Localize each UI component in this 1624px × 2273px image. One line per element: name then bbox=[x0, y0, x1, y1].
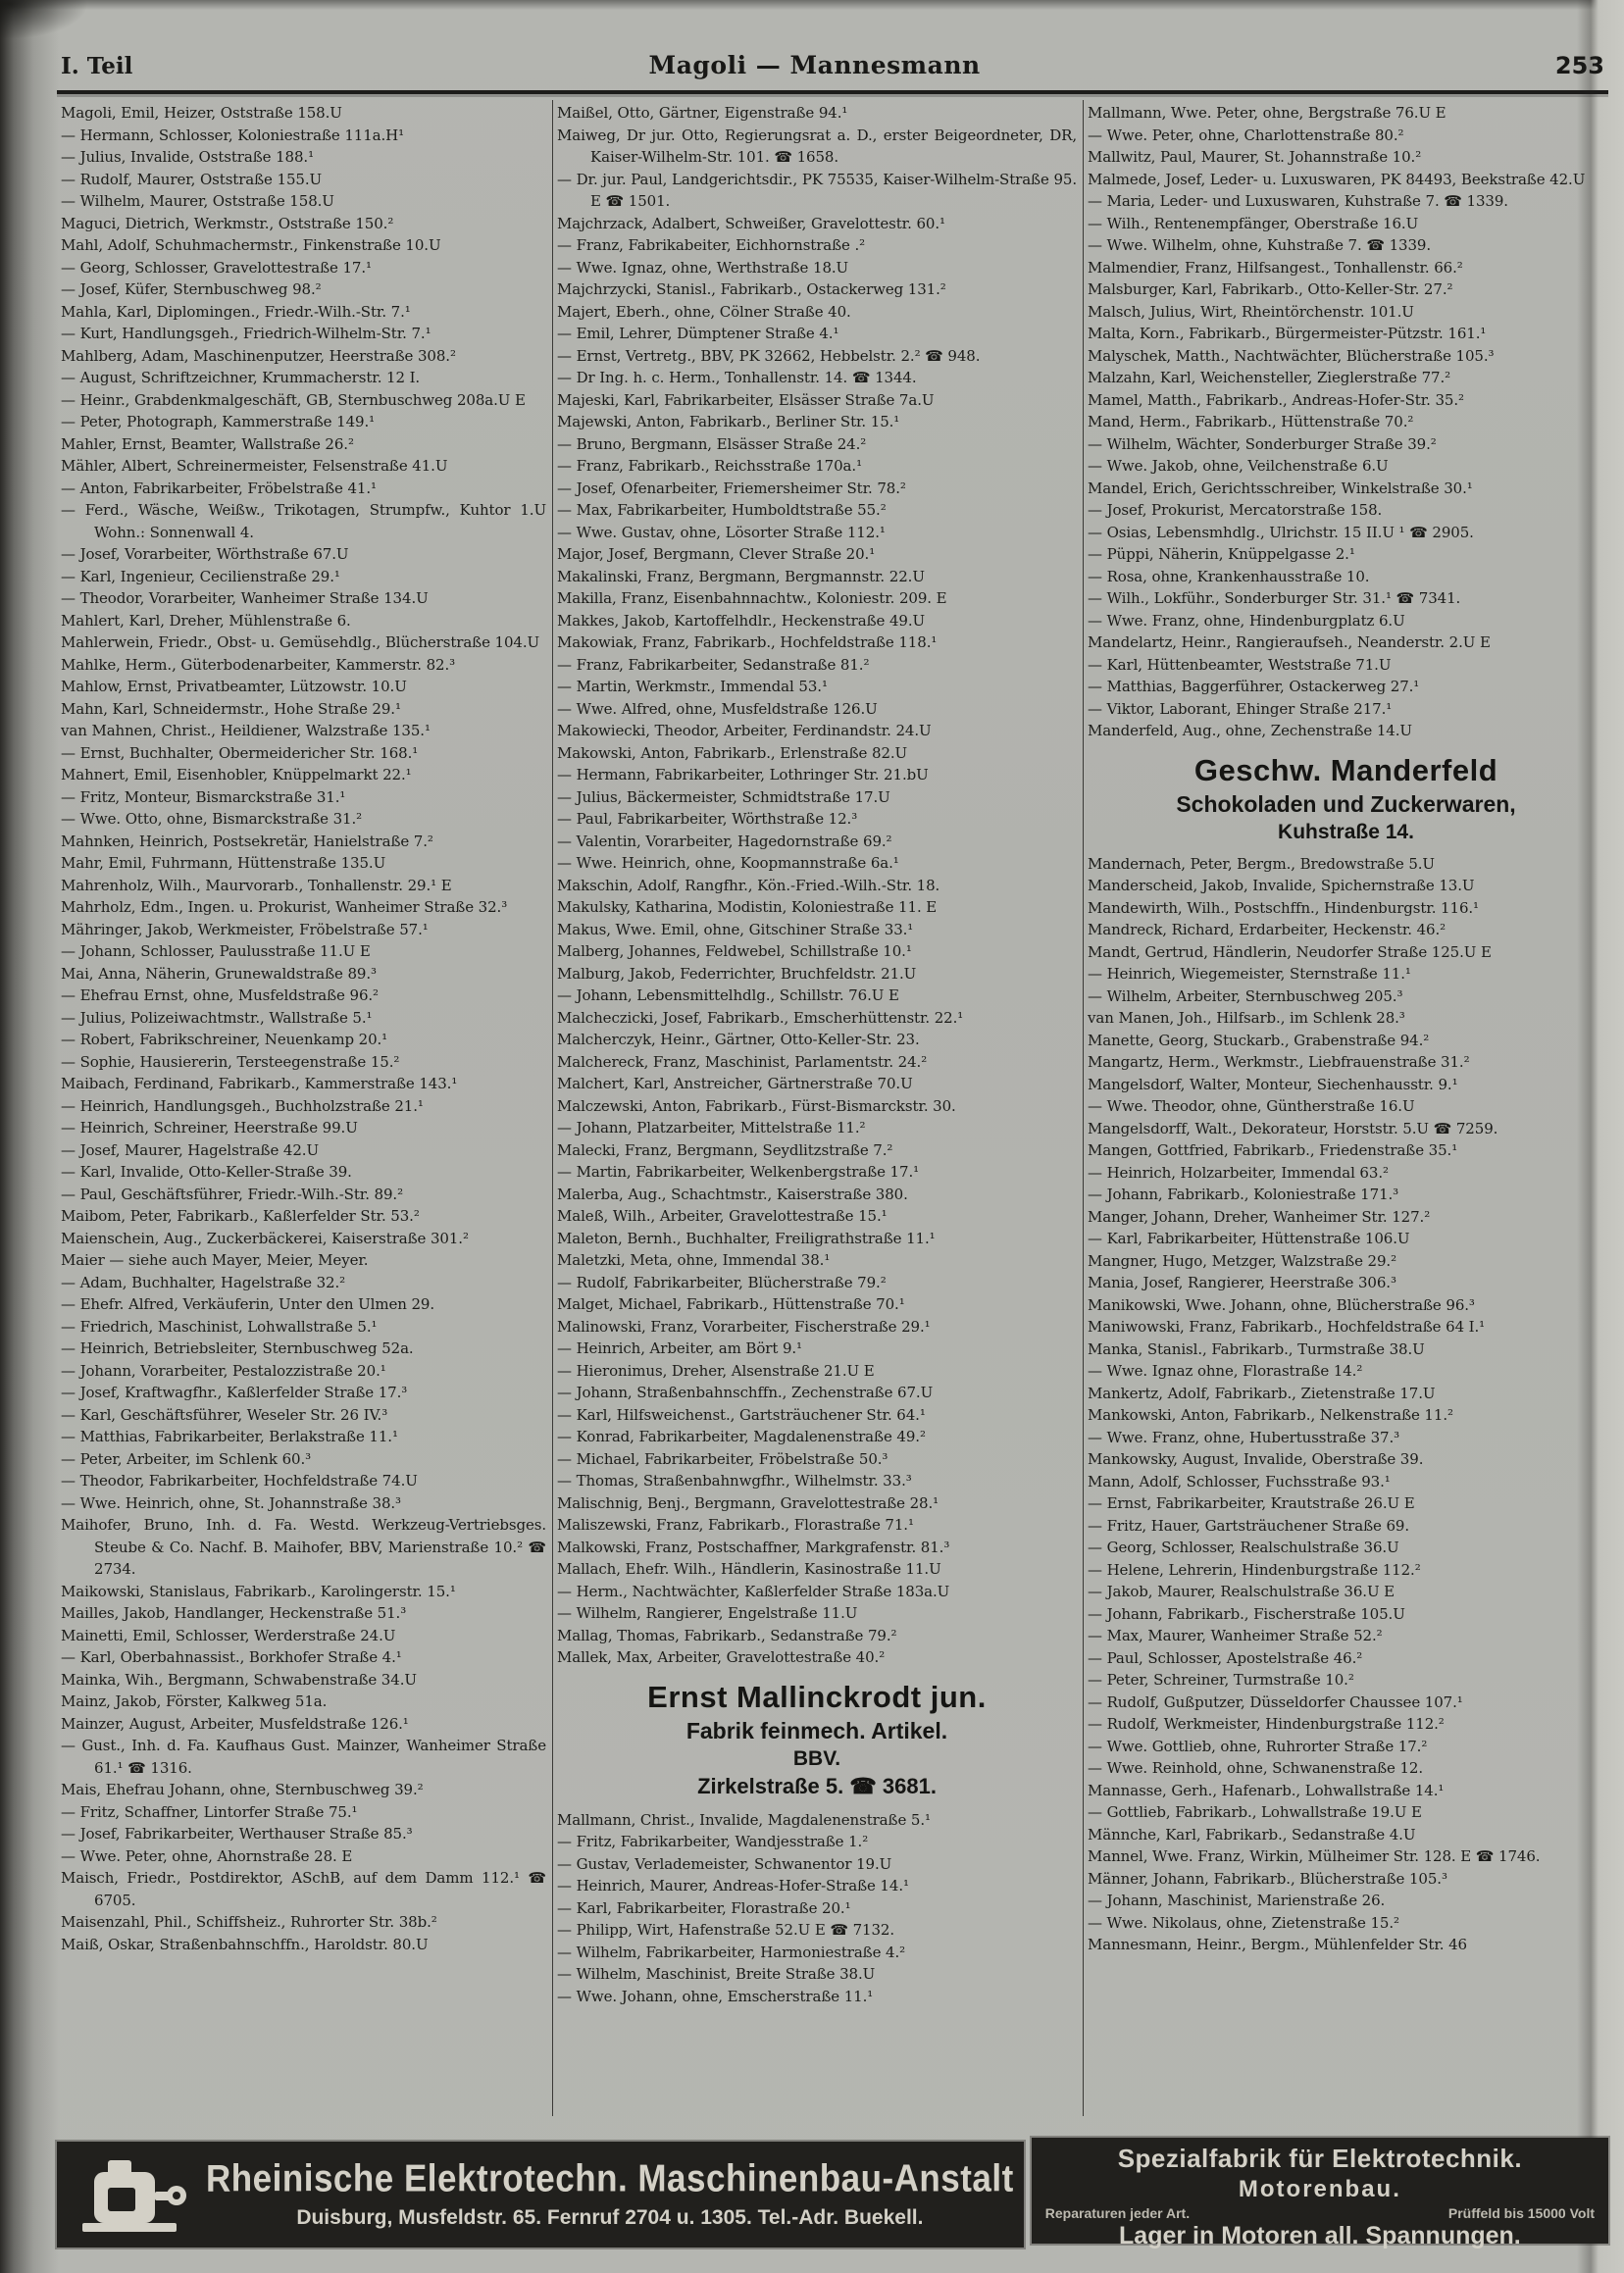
directory-entry: — Wwe. Gustav, ohne, Lösorter Straße 112.¹ bbox=[557, 523, 886, 541]
directory-entry: Makowiecki, Theodor, Arbeiter, Ferdinandstr. 24.U bbox=[557, 722, 932, 739]
directory-entry: Malmede, Josef, Leder- u. Luxuswaren, PK 84493, Beekstraße 42.U bbox=[1088, 170, 1586, 188]
ad-text: Kuhstraße 14. bbox=[1278, 820, 1414, 843]
directory-entry: — Josef, Vorarbeiter, Wörthstraße 67.U bbox=[61, 545, 349, 563]
directory-entry: — Bruno, Bergmann, Elsässer Straße 24.² bbox=[557, 434, 867, 453]
directory-entry: — Peter, Schreiner, Turmstraße 10.² bbox=[1088, 1671, 1354, 1689]
directory-entry: Mainzer, August, Arbeiter, Musfeldstraße 126.¹ bbox=[61, 1714, 409, 1733]
directory-entry: van Mahnen, Christ., Heildiener, Walzstraße 135.¹ bbox=[61, 722, 431, 739]
directory-entry: — Heinrich, Holzarbeiter, Immendal 63.² bbox=[1088, 1163, 1389, 1182]
directory-entry: Majchrzycki, Stanisl., Fabrikarb., Ostackerweg 131.² bbox=[557, 280, 946, 298]
directory-entry: — Martin, Werkmstr., Immendal 53.¹ bbox=[557, 678, 828, 695]
directory-entry: Malmendier, Franz, Hilfsangest., Tonhallenstr. 66.² bbox=[1088, 258, 1463, 277]
directory-entry: — Martin, Fabrikarbeiter, Welkenbergstraße 17.¹ bbox=[557, 1163, 920, 1181]
directory-entry: Mahlberg, Adam, Maschinenputzer, Heerstraße 308.² bbox=[61, 346, 456, 365]
directory-entry: Malberg, Johannes, Feldwebel, Schillstraße 10.¹ bbox=[557, 942, 912, 960]
directory-entry: — Karl, Oberbahnassist., Borkhofer Straße 4.¹ bbox=[61, 1648, 402, 1666]
directory-entry: Maleton, Bernh., Buchhalter, Freiligrathstraße 11.¹ bbox=[557, 1229, 936, 1247]
directory-entry: Mailles, Jakob, Handlanger, Heckenstraße 51.³ bbox=[61, 1604, 407, 1622]
directory-entry: — Wwe. Franz, ohne, Hindenburgplatz 6.U bbox=[1088, 611, 1405, 630]
directory-entry: — Johann, Lebensmittelhdlg., Schillstr. 76.U E bbox=[557, 986, 899, 1004]
directory-entry: — Josef, Fabrikarbeiter, Werthauser Straße 85.³ bbox=[61, 1825, 413, 1843]
banner-right-note-left: Reparaturen jeder Art. bbox=[1044, 2205, 1191, 2221]
directory-entry: Mais, Ehefrau Johann, ohne, Sternbuschweg 39.² bbox=[61, 1781, 424, 1798]
directory-entry: — Julius, Bäckermeister, Schmidtstraße 17.U bbox=[557, 787, 890, 806]
directory-entry: Makilla, Franz, Eisenbahnnachtw., Koloniestr. 209. E bbox=[557, 589, 947, 607]
directory-entry: — Viktor, Laborant, Ehinger Straße 217.¹ bbox=[1088, 699, 1393, 718]
directory-entry: Maleß, Wilh., Arbeiter, Gravelottestraße 15.¹ bbox=[557, 1207, 888, 1225]
directory-entry: Mangner, Hugo, Metzger, Walzstraße 29.² bbox=[1088, 1251, 1397, 1270]
directory-entry: Maisch, Friedr., Postdirektor, ASchB, auf dem Damm 112.¹ ☎ 6705. bbox=[61, 1869, 546, 1909]
directory-entry: — Georg, Schlosser, Realschulstraße 36.U bbox=[1088, 1539, 1399, 1556]
directory-entry: — Johann, Fabrikarb., Fischerstraße 105.U bbox=[1088, 1604, 1405, 1623]
directory-entry: van Manen, Joh., Hilfsarb., im Schlenk 28.³ bbox=[1088, 1009, 1405, 1027]
electric-motor-icon bbox=[75, 2152, 192, 2237]
directory-entry: Mand, Herm., Fabrikarb., Hüttenstraße 70.² bbox=[1088, 413, 1414, 430]
directory-entry: — Wilh., Rentenempfänger, Oberstraße 16.U bbox=[1088, 214, 1419, 232]
directory-entry: Makschin, Adolf, Rangfhr., Kön.-Fried.-Wilh.-Str. 18. bbox=[557, 876, 940, 894]
directory-entry: — Karl, Hilfsweichenst., Gartsträuchener Str. 64.¹ bbox=[557, 1405, 926, 1424]
directory-entry: — Peter, Photograph, Kammerstraße 149.¹ bbox=[61, 413, 376, 430]
directory-entry: — Franz, Fabrikarb., Reichsstraße 170a.¹ bbox=[557, 457, 862, 475]
directory-entry: — Franz, Fabrikabeiter, Eichhornstraße .² bbox=[557, 236, 866, 254]
directory-entry: — Johann, Fabrikarb., Koloniestraße 171.³ bbox=[1088, 1186, 1399, 1203]
directory-entry: Mandernach, Peter, Bergm., Bredowstraße 5.U bbox=[1088, 854, 1435, 873]
directory-entry: — Rudolf, Maurer, Oststraße 155.U bbox=[61, 170, 323, 188]
directory-entry: — Karl, Invalide, Otto-Keller-Straße 39. bbox=[61, 1163, 352, 1181]
directory-entry: Mahlow, Ernst, Privatbeamter, Lützowstr. 10.U bbox=[61, 678, 407, 695]
directory-entry: — Paul, Schlosser, Apostelstraße 46.² bbox=[1088, 1648, 1363, 1667]
directory-entry: Maiß, Oskar, Straßenbahnschffn., Haroldstr. 80.U bbox=[61, 1935, 429, 1953]
directory-entry: — Wilhelm, Rangierer, Engelstraße 11.U bbox=[557, 1604, 858, 1622]
directory-entry: Malzahn, Karl, Weichensteller, Zieglerstraße 77.² bbox=[1088, 369, 1451, 386]
directory-entry: Mallag, Thomas, Fabrikarb., Sedanstraße 79.² bbox=[557, 1626, 897, 1644]
directory-entry: — Helene, Lehrerin, Hindenburgstraße 112.² bbox=[1088, 1560, 1421, 1579]
directory-entry: Maiweg, Dr jur. Otto, Regierungsrat a. D., erster Beigeordneter, DR, Kaiser-Wilhelm-Str. 101. ☎ 1658. bbox=[557, 126, 1077, 166]
directory-entry: — Anton, Fabrikarbeiter, Fröbelstraße 41.¹ bbox=[61, 479, 377, 497]
directory-entry: Malecki, Franz, Bergmann, Seydlitzstraße 7.² bbox=[557, 1140, 893, 1159]
directory-entry: Mankowski, Anton, Fabrikarb., Nelkenstraße 11.² bbox=[1088, 1406, 1453, 1424]
directory-columns bbox=[57, 100, 1610, 2116]
directory-entry: Malinowski, Franz, Vorarbeiter, Fischerstraße 29.¹ bbox=[557, 1317, 931, 1336]
directory-entry: — Ernst, Vertretg., BBV, PK 32662, Hebbelstr. 2.² ☎ 948. bbox=[557, 346, 981, 365]
directory-entry: Makowiak, Franz, Fabrikarb., Hochfeldstraße 118.¹ bbox=[557, 633, 938, 651]
directory-entry: — Wilhelm, Maschinist, Breite Straße 38.U bbox=[557, 1965, 876, 1983]
directory-entry: — Wwe. Wilhelm, ohne, Kuhstraße 7. ☎ 1339. bbox=[1088, 236, 1432, 254]
directory-entry: — Johann, Schlosser, Paulusstraße 11.U E bbox=[61, 942, 371, 960]
directory-entry: — Josef, Küfer, Sternbuschweg 98.² bbox=[61, 280, 322, 298]
banner-left-title: Rheinische Elektrotechn. Maschinenbau-Anstalt bbox=[206, 2156, 1014, 2200]
directory-entry: Malcheczicki, Josef, Fabrikarb., Emscherhüttenstr. 22.¹ bbox=[557, 1008, 964, 1027]
directory-entry: — Julius, Polizeiwachtmstr., Wallstraße 5.¹ bbox=[61, 1008, 373, 1027]
directory-entry: — Rudolf, Fabrikarbeiter, Blücherstraße 79.² bbox=[557, 1273, 887, 1291]
directory-entry: — Karl, Ingenieur, Cecilienstraße 29.¹ bbox=[61, 567, 340, 585]
mallinckrodt-ad bbox=[557, 1669, 1077, 1809]
directory-entry: — Michael, Fabrikarbeiter, Fröbelstraße 50.³ bbox=[557, 1449, 888, 1468]
directory-entry: Mankertz, Adolf, Fabrikarb., Zietenstraße 17.U bbox=[1088, 1384, 1436, 1402]
directory-entry: — Heinrich, Wiegemeister, Sternstraße 11.¹ bbox=[1088, 965, 1411, 983]
directory-entry: — Wwe. Gottlieb, ohne, Ruhrorter Straße 17.² bbox=[1088, 1737, 1428, 1755]
directory-entry: Malget, Michael, Fabrikarb., Hüttenstraße 70.¹ bbox=[557, 1295, 905, 1313]
directory-entry: Majeski, Karl, Fabrikarbeiter, Elsässer Straße 7a.U bbox=[557, 390, 935, 409]
directory-entry: Mainz, Jakob, Förster, Kalkweg 51a. bbox=[61, 1692, 328, 1710]
directory-entry: Mahnken, Heinrich, Postsekretär, Hanielstraße 7.² bbox=[61, 832, 433, 850]
directory-entry: — Dr. jur. Paul, Landgerichtsdir., PK 75535, Kaiser-Wilhelm-Straße 95. E ☎ 1501. bbox=[557, 170, 1077, 210]
directory-entry: — Ferd., Wäsche, Weißw., Trikotagen, Strumpfw., Kuhtor 1.U Wohn.: Sonnenwall 4. bbox=[61, 501, 546, 541]
column-3 bbox=[1084, 100, 1610, 2116]
directory-entry: — Fritz, Hauer, Gartsträuchener Straße 69. bbox=[1088, 1516, 1410, 1535]
directory-entry: — Robert, Fabrikschreiner, Neuenkamp 20.¹ bbox=[61, 1031, 388, 1048]
directory-entry: — Philipp, Wirt, Hafenstraße 52.U E ☎ 7132. bbox=[557, 1921, 895, 1939]
directory-entry: — Wwe. Reinhold, ohne, Schwanenstraße 12. bbox=[1088, 1759, 1424, 1777]
directory-entry: — Rudolf, Werkmeister, Hindenburgstraße 112.² bbox=[1088, 1715, 1445, 1733]
directory-entry: — Maria, Leder- und Luxuswaren, Kuhstraße 7. ☎ 1339. bbox=[1088, 192, 1508, 210]
directory-entry: Malczewski, Anton, Fabrikarb., Fürst-Bismarckstr. 30. bbox=[557, 1096, 956, 1115]
directory-entry: Malerba, Aug., Schachtmstr., Kaiserstraße 380. bbox=[557, 1185, 908, 1203]
banner-left-subtitle: Duisburg, Musfeldstr. 65. Fernruf 2704 u. 1305. Tel.-Adr. Buekell. bbox=[296, 2206, 924, 2229]
directory-entry: Malchert, Karl, Anstreicher, Gärtnerstraße 70.U bbox=[557, 1075, 913, 1092]
directory-entry: — Heinrich, Handlungsgeh., Buchholzstraße 21.¹ bbox=[61, 1096, 424, 1115]
directory-entry: Magoli, Emil, Heizer, Oststraße 158.U bbox=[61, 104, 342, 122]
directory-entry: Maletzki, Meta, ohne, Immendal 38.¹ bbox=[557, 1251, 831, 1269]
directory-entry: — Ernst, Buchhalter, Obermeidericher Str. 168.¹ bbox=[61, 743, 419, 762]
directory-entry: — Rosa, ohne, Krankenhausstraße 10. bbox=[1088, 567, 1370, 585]
directory-entry: Mangelsdorff, Walt., Dekorateur, Horststr. 5.U ☎ 7259. bbox=[1088, 1119, 1498, 1137]
directory-entry: Mahlerwein, Friedr., Obst- u. Gemüsehdlg., Blücherstraße 104.U bbox=[61, 633, 540, 651]
directory-entry: Maihofer, Bruno, Inh. d. Fa. Westd. Werkzeug-Vertriebsges. Steube & Co. Nachf. B. Maihofer, BBV, Marienstraße 10.² ☎ 2734. bbox=[61, 1516, 546, 1578]
directory-entry: — Johann, Vorarbeiter, Pestalozzistraße 20.¹ bbox=[61, 1361, 386, 1380]
banner-right-note-right: Prüffeld bis 15000 Volt bbox=[1447, 2205, 1595, 2221]
directory-entry: — Paul, Fabrikarbeiter, Wörthstraße 12.³ bbox=[557, 810, 858, 828]
directory-entry: — Wwe. Otto, ohne, Bismarckstraße 31.² bbox=[61, 810, 363, 828]
directory-entry: Mähler, Albert, Schreinermeister, Felsenstraße 41.U bbox=[61, 457, 448, 475]
directory-entry: Malburg, Jakob, Federrichter, Bruchfeldstr. 21.U bbox=[557, 964, 917, 983]
directory-entry: — Dr Ing. h. c. Herm., Tonhallenstr. 14. ☎ 1344. bbox=[557, 369, 917, 386]
directory-entry: Mähringer, Jakob, Werkmeister, Fröbelstraße 57.¹ bbox=[61, 920, 429, 938]
directory-entry: Männche, Karl, Fabrikarb., Sedanstraße 4.U bbox=[1088, 1825, 1416, 1844]
directory-entry: Mai, Anna, Näherin, Grunewaldstraße 89.³ bbox=[61, 964, 377, 983]
directory-entry: Maier — siehe auch Mayer, Meier, Meyer. bbox=[61, 1251, 369, 1269]
directory-entry: — Wilhelm, Fabrikarbeiter, Harmoniestraße 4.² bbox=[557, 1943, 906, 1961]
directory-entry: Makkes, Jakob, Kartoffelhdlr., Heckenstraße 49.U bbox=[557, 611, 926, 630]
directory-entry: — Wwe. Johann, ohne, Emscherstraße 11.¹ bbox=[557, 1987, 874, 2005]
directory-entry: — Fritz, Monteur, Bismarckstraße 31.¹ bbox=[61, 787, 346, 806]
directory-entry: — Karl, Fabrikarbeiter, Florastraße 20.¹ bbox=[557, 1898, 851, 1917]
directory-entry: — Johann, Maschinist, Marienstraße 26. bbox=[1088, 1892, 1386, 1909]
directory-entry: Mankowsky, August, Invalide, Oberstraße 39. bbox=[1088, 1450, 1424, 1468]
directory-entry: — Jakob, Maurer, Realschulstraße 36.U E bbox=[1088, 1583, 1395, 1600]
ad-text: Geschw. Manderfeld bbox=[1193, 752, 1498, 787]
directory-entry: — Adam, Buchhalter, Hagelstraße 32.² bbox=[61, 1273, 346, 1291]
column-2 bbox=[552, 100, 1084, 2116]
directory-entry: Mania, Josef, Rangierer, Heerstraße 306.³ bbox=[1088, 1274, 1396, 1291]
directory-entry: Maisenzahl, Phil., Schiffsheiz., Ruhrorter Str. 38b.² bbox=[61, 1913, 437, 1931]
directory-entry: Mahlert, Karl, Dreher, Mühlenstraße 6. bbox=[61, 611, 351, 630]
directory-entry: — Gustav, Verlademeister, Schwanentor 19.U bbox=[557, 1854, 892, 1873]
directory-entry: — Matthias, Fabrikarbeiter, Berlakstraße 11.¹ bbox=[61, 1428, 398, 1445]
directory-entry: — Ernst, Fabrikarbeiter, Krautstraße 26.U E bbox=[1088, 1494, 1415, 1512]
directory-entry: — Wwe. Heinrich, ohne, St. Johannstraße 38.³ bbox=[61, 1493, 401, 1512]
directory-entry: Manikowski, Wwe. Johann, ohne, Blücherstraße 96.³ bbox=[1088, 1295, 1475, 1314]
directory-entry: Majewski, Anton, Fabrikarb., Berliner Str. 15.¹ bbox=[557, 413, 900, 430]
directory-entry: — Wwe. Alfred, ohne, Musfeldstraße 126.U bbox=[557, 699, 878, 718]
directory-entry: Mannasse, Gerh., Hafenarb., Lohwallstraße 14.¹ bbox=[1088, 1781, 1445, 1799]
directory-entry: Mangen, Gottfried, Fabrikarb., Friedenstraße 35.¹ bbox=[1088, 1141, 1458, 1159]
directory-entry: Mahrenholz, Wilh., Maurvorarb., Tonhallenstr. 29.¹ E bbox=[61, 876, 452, 894]
directory-entry: Maibom, Peter, Fabrikarb., Kaßlerfelder Str. 53.² bbox=[61, 1207, 420, 1225]
directory-entry: — Emil, Lehrer, Dümptener Straße 4.¹ bbox=[557, 325, 839, 342]
directory-entry: — Kurt, Handlungsgeh., Friedrich-Wilhelm-Str. 7.¹ bbox=[61, 325, 431, 342]
directory-entry: Malyschek, Matth., Nachtwächter, Blücherstraße 105.³ bbox=[1088, 346, 1495, 365]
directory-entry: — Wilh., Lokführ., Sonderburger Str. 31.¹ ☎ 7341. bbox=[1088, 589, 1461, 607]
directory-entry: — Wwe. Peter, ohne, Ahornstraße 28. E bbox=[61, 1846, 353, 1865]
directory-entry: — Paul, Geschäftsführer, Friedr.-Wilh.-Str. 89.² bbox=[61, 1185, 404, 1203]
directory-entry: — Heinrich, Betriebsleiter, Sternbuschweg 52a. bbox=[61, 1339, 414, 1357]
ad-text: Fabrik feinmech. Artikel. bbox=[685, 1717, 948, 1743]
banner-left-ad bbox=[57, 2142, 1024, 2248]
directory-entry: — Fritz, Fabrikarbeiter, Wandjesstraße 1.² bbox=[557, 1833, 869, 1850]
directory-entry: Mahr, Emil, Fuhrmann, Hüttenstraße 135.U bbox=[61, 854, 386, 872]
banner-right-line2: Motorenbau. bbox=[1238, 2176, 1401, 2202]
directory-entry: Malta, Korn., Fabrikarb., Bürgermeister-Pützstr. 161.¹ bbox=[1088, 325, 1487, 342]
manderfeld-ad bbox=[1088, 742, 1604, 853]
banner-right-title: Spezialfabrik für Elektrotechnik. bbox=[1117, 2144, 1523, 2173]
directory-entry: Maikowski, Stanislaus, Fabrikarb., Karolingerstr. 15.¹ bbox=[61, 1582, 456, 1600]
directory-entry: — Karl, Fabrikarbeiter, Hüttenstraße 106.U bbox=[1088, 1230, 1410, 1247]
directory-entry: — Wilhelm, Wächter, Sonderburger Straße 39.² bbox=[1088, 434, 1437, 453]
directory-entry: — Josef, Maurer, Hagelstraße 42.U bbox=[61, 1140, 320, 1159]
directory-entry: Männer, Johann, Fabrikarb., Blücherstraße 105.³ bbox=[1088, 1869, 1447, 1888]
directory-entry: Manger, Johann, Dreher, Wanheimer Str. 127.² bbox=[1088, 1207, 1431, 1226]
directory-entry: Mannesmann, Heinr., Bergm., Mühlenfelder Str. 46 bbox=[1088, 1936, 1467, 1953]
directory-entry: Malsch, Julius, Wirt, Rheintörchenstr. 101.U bbox=[1088, 302, 1414, 321]
page-title: Magoli — Mannesmann bbox=[648, 51, 981, 79]
directory-entry: Mandelartz, Heinr., Rangieraufseh., Neanderstr. 2.U E bbox=[1088, 633, 1491, 651]
directory-entry: — Theodor, Vorarbeiter, Wanheimer Straße 134.U bbox=[61, 589, 429, 607]
scan-smudge bbox=[0, 0, 88, 39]
ad-text: Zirkelstraße 5. ☎ 3681. bbox=[697, 1773, 937, 1798]
directory-entry: Mallmann, Christ., Invalide, Magdalenenstraße 5.¹ bbox=[557, 1810, 931, 1829]
directory-entry: — Wwe. Nikolaus, ohne, Zietenstraße 15.² bbox=[1088, 1913, 1399, 1932]
directory-entry: — Matthias, Baggerführer, Ostackerweg 27.¹ bbox=[1088, 678, 1420, 695]
directory-entry: Mainetti, Emil, Schlosser, Werderstraße 24.U bbox=[61, 1626, 396, 1644]
directory-entry: — Karl, Hüttenbeamter, Weststraße 71.U bbox=[1088, 655, 1392, 674]
directory-entry: — Franz, Fabrikarbeiter, Sedanstraße 81.² bbox=[557, 655, 870, 674]
directory-entry: Manette, Georg, Stuckarb., Grabenstraße 94.² bbox=[1088, 1031, 1430, 1049]
directory-entry: Mahnert, Emil, Eisenhobler, Knüppelmarkt 22.¹ bbox=[61, 766, 412, 783]
directory-entry: — Heinrich, Arbeiter, am Bört 9.¹ bbox=[557, 1339, 802, 1357]
directory-entry: — Theodor, Fabrikarbeiter, Hochfeldstraße 74.U bbox=[61, 1472, 418, 1490]
directory-entry: Mandel, Erich, Gerichtsschreiber, Winkelstraße 30.¹ bbox=[1088, 479, 1473, 497]
directory-entry: — Wwe. Heinrich, ohne, Koopmannstraße 6a.¹ bbox=[557, 854, 899, 872]
directory-entry: — Thomas, Straßenbahnwgfhr., Wilhelmstr. 33.³ bbox=[557, 1472, 912, 1490]
directory-entry: — Heinr., Grabdenkmalgeschäft, GB, Sternbuschweg 208a.U E bbox=[61, 390, 526, 409]
directory-entry: — Herm., Nachtwächter, Kaßlerfelder Straße 183a.U bbox=[557, 1582, 950, 1600]
directory-entry: — Josef, Kraftwagfhr., Kaßlerfelder Straße 17.³ bbox=[61, 1384, 408, 1401]
directory-entry: — Konrad, Fabrikarbeiter, Magdalenenstraße 49.² bbox=[557, 1428, 926, 1445]
directory-entry: Manderfeld, Aug., ohne, Zechenstraße 14.U bbox=[1088, 722, 1412, 739]
directory-entry: Malcherczyk, Heinr., Gärtner, Otto-Keller-Str. 23. bbox=[557, 1031, 920, 1048]
directory-entry: — Wwe. Ignaz ohne, Florastraße 14.² bbox=[1088, 1362, 1363, 1380]
directory-entry: — Sophie, Hausiererin, Tersteegenstraße 15.² bbox=[61, 1052, 400, 1071]
ad-text: Schokoladen und Zuckerwaren, bbox=[1176, 790, 1516, 817]
directory-entry: — Gottlieb, Fabrikarb., Lohwallstraße 19.U E bbox=[1088, 1803, 1422, 1821]
directory-entry: Mannel, Wwe. Franz, Wirkin, Mülheimer Str. 128. E ☎ 1746. bbox=[1088, 1847, 1541, 1865]
directory-entry: Mangelsdorf, Walter, Monteur, Siechenhausstr. 9.¹ bbox=[1088, 1075, 1458, 1093]
directory-entry: Maliszewski, Franz, Fabrikarb., Florastraße 71.¹ bbox=[557, 1516, 914, 1534]
directory-entry: Mahlke, Herm., Güterbodenarbeiter, Kammerstr. 82.³ bbox=[61, 655, 456, 674]
directory-entry: — Friedrich, Maschinist, Lohwallstraße 5.¹ bbox=[61, 1317, 378, 1336]
directory-entry: — Osias, Lebensmhdlg., Ulrichstr. 15 II.U ¹ ☎ 2905. bbox=[1088, 523, 1474, 541]
directory-entry: Manka, Stanisl., Fabrikarb., Turmstraße 38.U bbox=[1088, 1339, 1425, 1358]
directory-entry: Mahla, Karl, Diplomingen., Friedr.-Wilh.-Str. 7.¹ bbox=[61, 302, 411, 321]
directory-entry: Malsburger, Karl, Fabrikarb., Otto-Keller-Str. 27.² bbox=[1088, 280, 1453, 298]
directory-entry: — Peter, Arbeiter, im Schlenk 60.³ bbox=[61, 1449, 312, 1468]
ad-text: BBV. bbox=[792, 1746, 841, 1770]
directory-entry: Mallach, Ehefr. Wilh., Händlerin, Kasinostraße 11.U bbox=[557, 1560, 941, 1578]
directory-entry: Maguci, Dietrich, Werkmstr., Oststraße 150.² bbox=[61, 214, 394, 232]
directory-entry: — Heinrich, Schreiner, Heerstraße 99.U bbox=[61, 1119, 358, 1136]
directory-entry: — Georg, Schlosser, Gravelottestraße 17.¹ bbox=[61, 258, 372, 277]
directory-entry: Mahl, Adolf, Schuhmachermstr., Finkenstraße 10.U bbox=[61, 236, 441, 254]
directory-entry: Mahler, Ernst, Beamter, Wallstraße 26.² bbox=[61, 434, 354, 453]
directory-entry: Majert, Eberh., ohne, Cölner Straße 40. bbox=[557, 302, 851, 321]
part-label: I. Teil bbox=[61, 53, 133, 79]
page-number: 253 bbox=[1554, 52, 1604, 79]
directory-entry: — Wwe. Ignaz, ohne, Werthstraße 18.U bbox=[557, 258, 849, 277]
directory-entry: — Heinrich, Maurer, Andreas-Hofer-Straße 14.¹ bbox=[557, 1877, 909, 1894]
directory-entry: — Max, Fabrikarbeiter, Humboldtstraße 55.² bbox=[557, 501, 887, 519]
directory-entry: — Rudolf, Gußputzer, Düsseldorfer Chaussee 107.¹ bbox=[1088, 1692, 1463, 1711]
directory-entry: Malchereck, Franz, Maschinist, Parlamentstr. 24.² bbox=[557, 1052, 928, 1071]
directory-entry: Makulsky, Katharina, Modistin, Koloniestraße 11. E bbox=[557, 898, 938, 916]
directory-entry: Maniwowski, Franz, Fabrikarb., Hochfeldstraße 64 I.¹ bbox=[1088, 1318, 1486, 1336]
directory-entry: Mandreck, Richard, Erdarbeiter, Heckenstr. 46.² bbox=[1088, 921, 1446, 938]
directory-entry: — Ehefrau Ernst, ohne, Musfeldstraße 96.² bbox=[61, 986, 379, 1004]
directory-entry: Mamel, Matth., Fabrikarb., Andreas-Hofer-Str. 35.² bbox=[1088, 390, 1464, 409]
directory-entry: — Püppi, Näherin, Knüppelgasse 2.¹ bbox=[1088, 545, 1355, 563]
directory-entry: Mahn, Karl, Schneidermstr., Hohe Straße 29.¹ bbox=[61, 699, 401, 718]
directory-entry: — Wwe. Jakob, ohne, Veilchenstraße 6.U bbox=[1088, 457, 1389, 475]
directory-entry: Mallek, Max, Arbeiter, Gravelottestraße 40.² bbox=[557, 1648, 886, 1666]
ad-text: Ernst Mallinckrodt jun. bbox=[647, 1679, 987, 1714]
directory-entry: — Wwe. Peter, ohne, Charlottenstraße 80.² bbox=[1088, 126, 1404, 144]
directory-entry: — Ehefr. Alfred, Verkäuferin, Unter den Ulmen 29. bbox=[61, 1295, 434, 1313]
directory-entry: — Gust., Inh. d. Fa. Kaufhaus Gust. Mainzer, Wanheimer Straße 61.¹ ☎ 1316. bbox=[61, 1737, 546, 1777]
directory-entry: — Wwe. Franz, ohne, Hubertusstraße 37.³ bbox=[1088, 1428, 1400, 1446]
directory-entry: — Fritz, Schaffner, Lintorfer Straße 75.¹ bbox=[61, 1802, 358, 1821]
directory-entry: Mandt, Gertrud, Händlerin, Neudorfer Straße 125.U E bbox=[1088, 942, 1492, 961]
column-1 bbox=[57, 100, 552, 2116]
directory-entry: Malkowski, Franz, Postschaffner, Markgrafenstr. 81.³ bbox=[557, 1538, 950, 1556]
page-header bbox=[61, 51, 1604, 84]
directory-entry: — Hieronimus, Dreher, Alsenstraße 21.U E bbox=[557, 1361, 875, 1380]
directory-entry: Mangartz, Herm., Werkmstr., Liebfrauenstraße 31.² bbox=[1088, 1053, 1470, 1071]
directory-entry: Maienschein, Aug., Zuckerbäckerei, Kaiserstraße 301.² bbox=[61, 1229, 469, 1247]
directory-entry: Mahrholz, Edm., Ingen. u. Prokurist, Wanheimer Straße 32.³ bbox=[61, 898, 508, 916]
directory-entry: — Hermann, Fabrikarbeiter, Lothringer Str. 21.bU bbox=[557, 766, 929, 783]
directory-entry: Makowski, Anton, Fabrikarb., Erlenstraße 82.U bbox=[557, 743, 908, 762]
directory-entry: — Karl, Geschäftsführer, Weseler Str. 26 IV.³ bbox=[61, 1405, 388, 1424]
directory-entry: — Wwe. Theodor, ohne, Güntherstraße 16.U bbox=[1088, 1097, 1415, 1115]
directory-entry: Mallwitz, Paul, Maurer, St. Johannstraße 10.² bbox=[1088, 148, 1422, 166]
directory-entry: Major, Josef, Bergmann, Clever Straße 20.¹ bbox=[557, 545, 876, 563]
directory-entry: Majchrzack, Adalbert, Schweißer, Gravelottestr. 60.¹ bbox=[557, 214, 945, 232]
directory-entry: — Josef, Ofenarbeiter, Friemersheimer Str. 78.² bbox=[557, 479, 906, 497]
directory-entry: Mainka, Wih., Bergmann, Schwabenstraße 34.U bbox=[61, 1670, 417, 1689]
directory-entry: — Wilhelm, Maurer, Oststraße 158.U bbox=[61, 192, 334, 210]
directory-entry: Makalinski, Franz, Bergmann, Bergmannstr. 22.U bbox=[557, 567, 925, 585]
directory-entry: — August, Schriftzeichner, Krummacherstr. 12 I. bbox=[61, 369, 421, 386]
directory-entry: Malischnig, Benj., Bergmann, Gravelottestraße 28.¹ bbox=[557, 1493, 939, 1512]
directory-entry: — Hermann, Schlosser, Koloniestraße 111a.H¹ bbox=[61, 126, 405, 144]
directory-entry: Maißel, Otto, Gärtner, Eigenstraße 94.¹ bbox=[557, 104, 848, 122]
bottom-ad-banner bbox=[57, 2142, 1608, 2248]
banner-right-line4: Lager in Motoren all. Spannungen. bbox=[1119, 2222, 1521, 2249]
directory-entry: Mallmann, Wwe. Peter, ohne, Bergstraße 76.U E bbox=[1088, 104, 1446, 122]
directory-entry: — Johann, Platzarbeiter, Mittelstraße 11.² bbox=[557, 1119, 866, 1136]
banner-right-ad bbox=[1032, 2138, 1608, 2249]
directory-entry: Makus, Wwe. Emil, ohne, Gitschiner Straße 33.¹ bbox=[557, 920, 914, 938]
directory-entry: — Johann, Straßenbahnschffn., Zechenstraße 67.U bbox=[557, 1384, 934, 1401]
directory-entry: Maibach, Ferdinand, Fabrikarb., Kammerstraße 143.¹ bbox=[61, 1075, 458, 1092]
header-rule bbox=[57, 90, 1608, 94]
directory-entry: — Josef, Prokurist, Mercatorstraße 158. bbox=[1088, 501, 1383, 519]
directory-entry: — Julius, Invalide, Oststraße 188.¹ bbox=[61, 148, 314, 166]
directory-entry: Manderscheid, Jakob, Invalide, Spichernstraße 13.U bbox=[1088, 877, 1475, 894]
directory-entry: — Valentin, Vorarbeiter, Hagedornstraße 69.² bbox=[557, 832, 892, 850]
directory-entry: Mandewirth, Wilh., Postschffn., Hindenburgstr. 116.¹ bbox=[1088, 898, 1479, 917]
directory-entry: — Wilhelm, Arbeiter, Sternbuschweg 205.³ bbox=[1088, 986, 1403, 1005]
directory-entry: Mann, Adolf, Schlosser, Fuchsstraße 93.¹ bbox=[1088, 1472, 1391, 1490]
directory-entry: — Max, Maurer, Wanheimer Straße 52.² bbox=[1088, 1627, 1383, 1644]
